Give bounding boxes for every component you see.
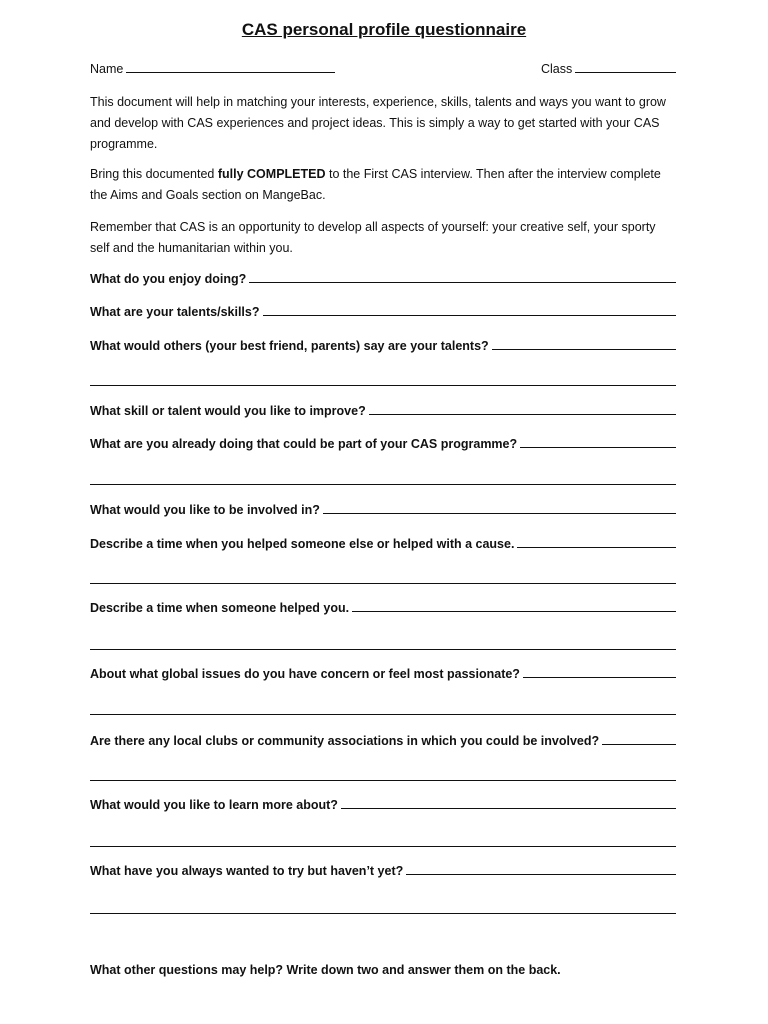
question-text: What would you like to be involved in? xyxy=(90,503,320,517)
question-text: What would others (your best friend, parents) say are your talents? xyxy=(90,339,489,353)
answer-line[interactable] xyxy=(341,808,676,809)
answer-line[interactable] xyxy=(90,484,676,485)
question-text: What are your talents/skills? xyxy=(90,305,260,319)
bring-paragraph xyxy=(90,164,678,206)
question-row[interactable] xyxy=(90,404,676,418)
answer-line[interactable] xyxy=(90,714,676,715)
class-label: Class xyxy=(541,62,573,76)
question-row[interactable] xyxy=(90,272,676,286)
page-title: CAS personal profile questionnaire xyxy=(241,20,527,39)
question-row[interactable] xyxy=(90,734,676,748)
name-field[interactable] xyxy=(90,62,335,76)
question-text: Describe a time when you helped someone else or helped with a cause. xyxy=(90,537,515,551)
remember-paragraph: Remember that CAS is an opportunity to develop all aspects of yourself: your creative self, your sporty self and the humanitarian within you. xyxy=(90,220,656,255)
name-class-row xyxy=(90,62,676,76)
question-row[interactable] xyxy=(90,864,676,878)
question-row[interactable] xyxy=(90,437,676,451)
question-text: What would you like to learn more about? xyxy=(90,798,338,812)
answer-line[interactable] xyxy=(406,874,676,875)
question-text: About what global issues do you have concern or feel most passionate? xyxy=(90,667,520,681)
answer-line[interactable] xyxy=(90,780,676,781)
answer-line[interactable] xyxy=(520,447,676,448)
answer-line[interactable] xyxy=(323,513,676,514)
question-text: What are you already doing that could be part of your CAS programme? xyxy=(90,437,518,451)
question-text: Describe a time when someone helped you. xyxy=(90,601,350,615)
closing-text: What other questions may help? Write down two and answer them on the back. xyxy=(90,963,561,977)
question-row[interactable] xyxy=(90,503,676,517)
question-text: Are there any local clubs or community associations in which you could be involved? xyxy=(90,734,600,748)
answer-line[interactable] xyxy=(352,611,676,612)
answer-line[interactable] xyxy=(492,349,676,350)
answer-line[interactable] xyxy=(249,282,676,283)
question-row[interactable] xyxy=(90,339,676,353)
name-label: Name xyxy=(90,62,124,76)
question-row[interactable] xyxy=(90,798,676,812)
answer-line[interactable] xyxy=(523,677,676,678)
answer-line[interactable] xyxy=(263,315,677,316)
intro-paragraph: This document will help in matching your interests, experience, skills, talents and ways you want to grow and develop with CAS experiences and project ideas. This is simply a way to get started with your CAS programme. xyxy=(90,95,666,151)
answer-line[interactable] xyxy=(90,913,676,914)
answer-line[interactable] xyxy=(90,846,676,847)
answer-line[interactable] xyxy=(90,385,676,386)
closing-instruction xyxy=(90,963,676,977)
answer-line[interactable] xyxy=(517,547,676,548)
class-field[interactable] xyxy=(541,62,676,76)
bring-suffix: to the First CAS interview. Then after the interview complete the Aims and Goals section on MangeBac. xyxy=(90,167,661,202)
question-row[interactable] xyxy=(90,537,676,551)
class-blank-line[interactable] xyxy=(575,72,676,73)
question-row[interactable] xyxy=(90,601,676,615)
question-row[interactable] xyxy=(90,305,676,319)
question-text: What do you enjoy doing? xyxy=(90,272,247,286)
answer-line[interactable] xyxy=(602,744,676,745)
name-blank-line[interactable] xyxy=(126,72,335,73)
question-row[interactable] xyxy=(90,667,676,681)
answer-line[interactable] xyxy=(369,414,676,415)
answer-line[interactable] xyxy=(90,583,676,584)
question-text: What skill or talent would you like to improve? xyxy=(90,404,366,418)
answer-line[interactable] xyxy=(90,649,676,650)
bring-emphasis: fully COMPLETED xyxy=(217,167,326,181)
question-text: What have you always wanted to try but haven’t yet? xyxy=(90,864,404,878)
bring-prefix: Bring this documented xyxy=(90,167,218,181)
